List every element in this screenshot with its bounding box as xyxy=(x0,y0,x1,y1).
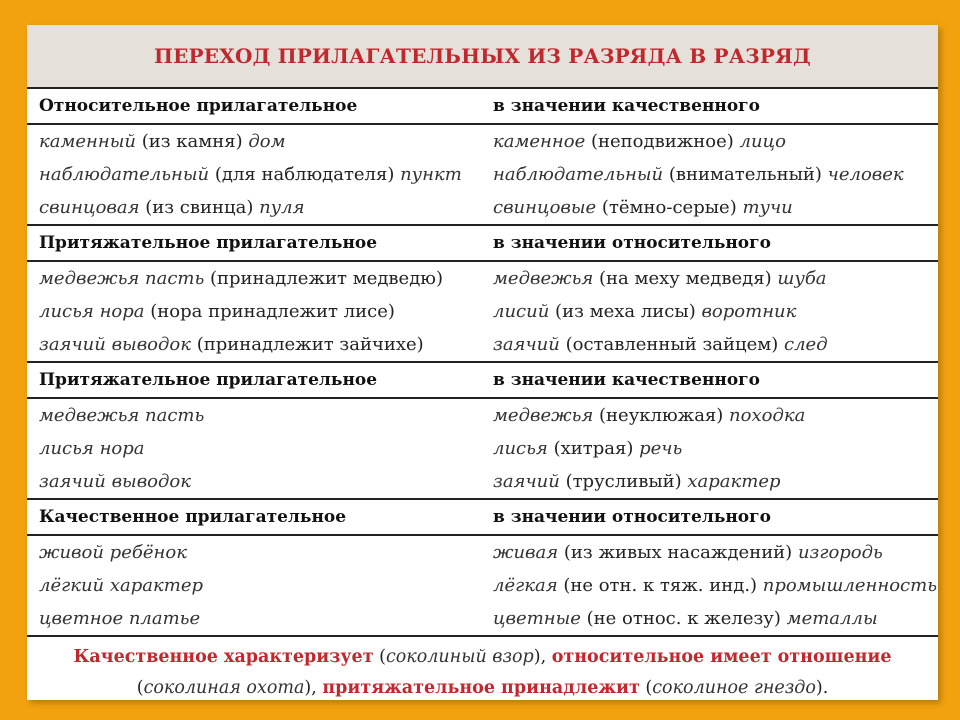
slide xyxy=(27,25,938,700)
example-gloss: (трусливый) xyxy=(559,471,688,492)
example-gloss: (из свинца) xyxy=(139,197,260,218)
table-section xyxy=(27,89,938,226)
example-word: медвежья xyxy=(493,405,594,426)
footer-text: ), xyxy=(304,677,323,698)
example-word: живой ребёнок xyxy=(39,542,187,563)
example-gloss: (нора принадлежит лисе) xyxy=(144,301,395,322)
section-header xyxy=(27,226,938,262)
example-word: человек xyxy=(827,164,904,185)
example-word: лисий xyxy=(493,301,550,322)
example-gloss: (не отн. к тяж. инд.) xyxy=(557,575,763,596)
footer-text: ). xyxy=(815,677,829,698)
example-gloss: (неподвижное) xyxy=(585,131,740,152)
example-word: заячий выводок xyxy=(39,334,192,355)
example-gloss: (принадлежит медведю) xyxy=(204,268,443,289)
example-word: речь xyxy=(639,438,683,459)
example-gloss: (неуклюжая) xyxy=(593,405,730,426)
example-word: медвежья пасть xyxy=(39,405,205,426)
example-word: характер xyxy=(687,471,781,492)
example-word: промышленность xyxy=(762,575,937,596)
footer-highlight: относительное имеет отношение xyxy=(551,646,892,667)
example-cell xyxy=(27,471,483,492)
example-cell xyxy=(27,268,483,289)
example-word: свинцовая xyxy=(39,197,140,218)
example-cell xyxy=(27,334,483,355)
table-section xyxy=(27,500,938,637)
table-row xyxy=(27,158,938,191)
meaning-cell xyxy=(483,542,938,563)
example-word: медвежья пасть xyxy=(39,268,205,289)
example-cell xyxy=(27,542,483,563)
example-word: наблюдательный xyxy=(39,164,210,185)
footer-text: ), xyxy=(533,646,552,667)
example-gloss: (не относ. к железу) xyxy=(580,608,787,629)
example-cell xyxy=(27,301,483,322)
footer-example: соколиное гнездо xyxy=(652,677,816,698)
example-word: дом xyxy=(248,131,286,152)
example-cell xyxy=(27,575,483,596)
section-header-left: Качественное прилагательное xyxy=(39,507,347,527)
table-row xyxy=(27,602,938,635)
meaning-cell xyxy=(483,197,938,218)
example-cell xyxy=(27,197,483,218)
example-word: изгородь xyxy=(797,542,883,563)
example-cell xyxy=(27,131,483,152)
example-word: заячий xyxy=(493,471,560,492)
example-word: медвежья xyxy=(493,268,594,289)
example-gloss: (из живых насаждений) xyxy=(558,542,798,563)
section-header-left: Притяжательное прилагательное xyxy=(39,370,378,390)
adjective-table xyxy=(27,87,938,637)
meaning-cell xyxy=(483,164,938,185)
example-gloss: (из меха лисы) xyxy=(549,301,702,322)
example-word: заячий xyxy=(493,334,560,355)
table-row xyxy=(27,125,938,158)
example-cell xyxy=(27,438,483,459)
meaning-cell xyxy=(483,575,938,596)
table-row xyxy=(27,295,938,328)
example-word: заячий выводок xyxy=(39,471,192,492)
section-header xyxy=(27,89,938,125)
footer-text: ( xyxy=(136,677,144,698)
footer-highlight: притяжательное принадлежит xyxy=(322,677,640,698)
example-word: пуля xyxy=(259,197,305,218)
section-header-right: в значении относительного xyxy=(493,507,771,527)
example-word: лёгкий характер xyxy=(39,575,203,596)
example-gloss: (хитрая) xyxy=(547,438,640,459)
example-word: шуба xyxy=(777,268,827,289)
meaning-cell xyxy=(483,608,938,629)
example-word: каменное xyxy=(493,131,586,152)
meaning-cell xyxy=(483,405,938,426)
example-word: лисья нора xyxy=(39,301,145,322)
example-gloss: (для наблюдателя) xyxy=(209,164,401,185)
example-word: походка xyxy=(729,405,806,426)
footer-line-1 xyxy=(74,642,892,673)
example-word: свинцовые xyxy=(493,197,597,218)
footer-text: ( xyxy=(373,646,386,667)
table-section xyxy=(27,363,938,500)
example-word: металлы xyxy=(786,608,878,629)
footer-example: соколиная охота xyxy=(143,677,305,698)
footer-line-2 xyxy=(137,673,829,701)
table-row xyxy=(27,399,938,432)
table-row xyxy=(27,432,938,465)
example-word: лицо xyxy=(739,131,786,152)
example-gloss: (из камня) xyxy=(136,131,249,152)
example-word: воротник xyxy=(701,301,797,322)
section-header-right: в значении относительного xyxy=(493,233,771,253)
footer-highlight: Качественное характеризует xyxy=(73,646,374,667)
example-word: цветное платье xyxy=(39,608,201,629)
section-header-right: в значении качественного xyxy=(493,370,760,390)
example-word: живая xyxy=(493,542,559,563)
example-word: лисья нора xyxy=(39,438,145,459)
table-row xyxy=(27,191,938,224)
example-word: лисья xyxy=(493,438,548,459)
table-section xyxy=(27,226,938,363)
table-row xyxy=(27,262,938,295)
meaning-cell xyxy=(483,334,938,355)
section-header-left: Притяжательное прилагательное xyxy=(39,233,378,253)
example-gloss: (тёмно-серые) xyxy=(596,197,743,218)
page-title: ПЕРЕХОД ПРИЛАГАТЕЛЬНЫХ ИЗ РАЗРЯДА В РАЗРЯД xyxy=(27,25,938,87)
footer-note xyxy=(27,637,938,700)
meaning-cell xyxy=(483,301,938,322)
table-row xyxy=(27,569,938,602)
table-row xyxy=(27,536,938,569)
meaning-cell xyxy=(483,268,938,289)
section-header xyxy=(27,500,938,536)
footer-example: соколиный взор xyxy=(385,646,534,667)
example-word: след xyxy=(784,334,828,355)
example-word: наблюдательный xyxy=(493,164,664,185)
meaning-cell xyxy=(483,131,938,152)
table-row xyxy=(27,328,938,361)
footer-text: ( xyxy=(639,677,653,698)
example-word: тучи xyxy=(742,197,793,218)
example-gloss: (оставленный зайцем) xyxy=(559,334,784,355)
example-word: лёгкая xyxy=(493,575,558,596)
example-gloss: (на меху медведя) xyxy=(593,268,778,289)
example-word: цветные xyxy=(493,608,581,629)
example-gloss: (внимательный) xyxy=(663,164,828,185)
section-header xyxy=(27,363,938,399)
example-word: пункт xyxy=(400,164,462,185)
example-cell xyxy=(27,164,483,185)
section-header-right: в значении качественного xyxy=(493,96,760,116)
meaning-cell xyxy=(483,471,938,492)
table-row xyxy=(27,465,938,498)
example-cell xyxy=(27,608,483,629)
section-header-left: Относительное прилагательное xyxy=(39,96,358,116)
example-gloss: (принадлежит зайчихе) xyxy=(191,334,424,355)
meaning-cell xyxy=(483,438,938,459)
example-cell xyxy=(27,405,483,426)
example-word: каменный xyxy=(39,131,137,152)
